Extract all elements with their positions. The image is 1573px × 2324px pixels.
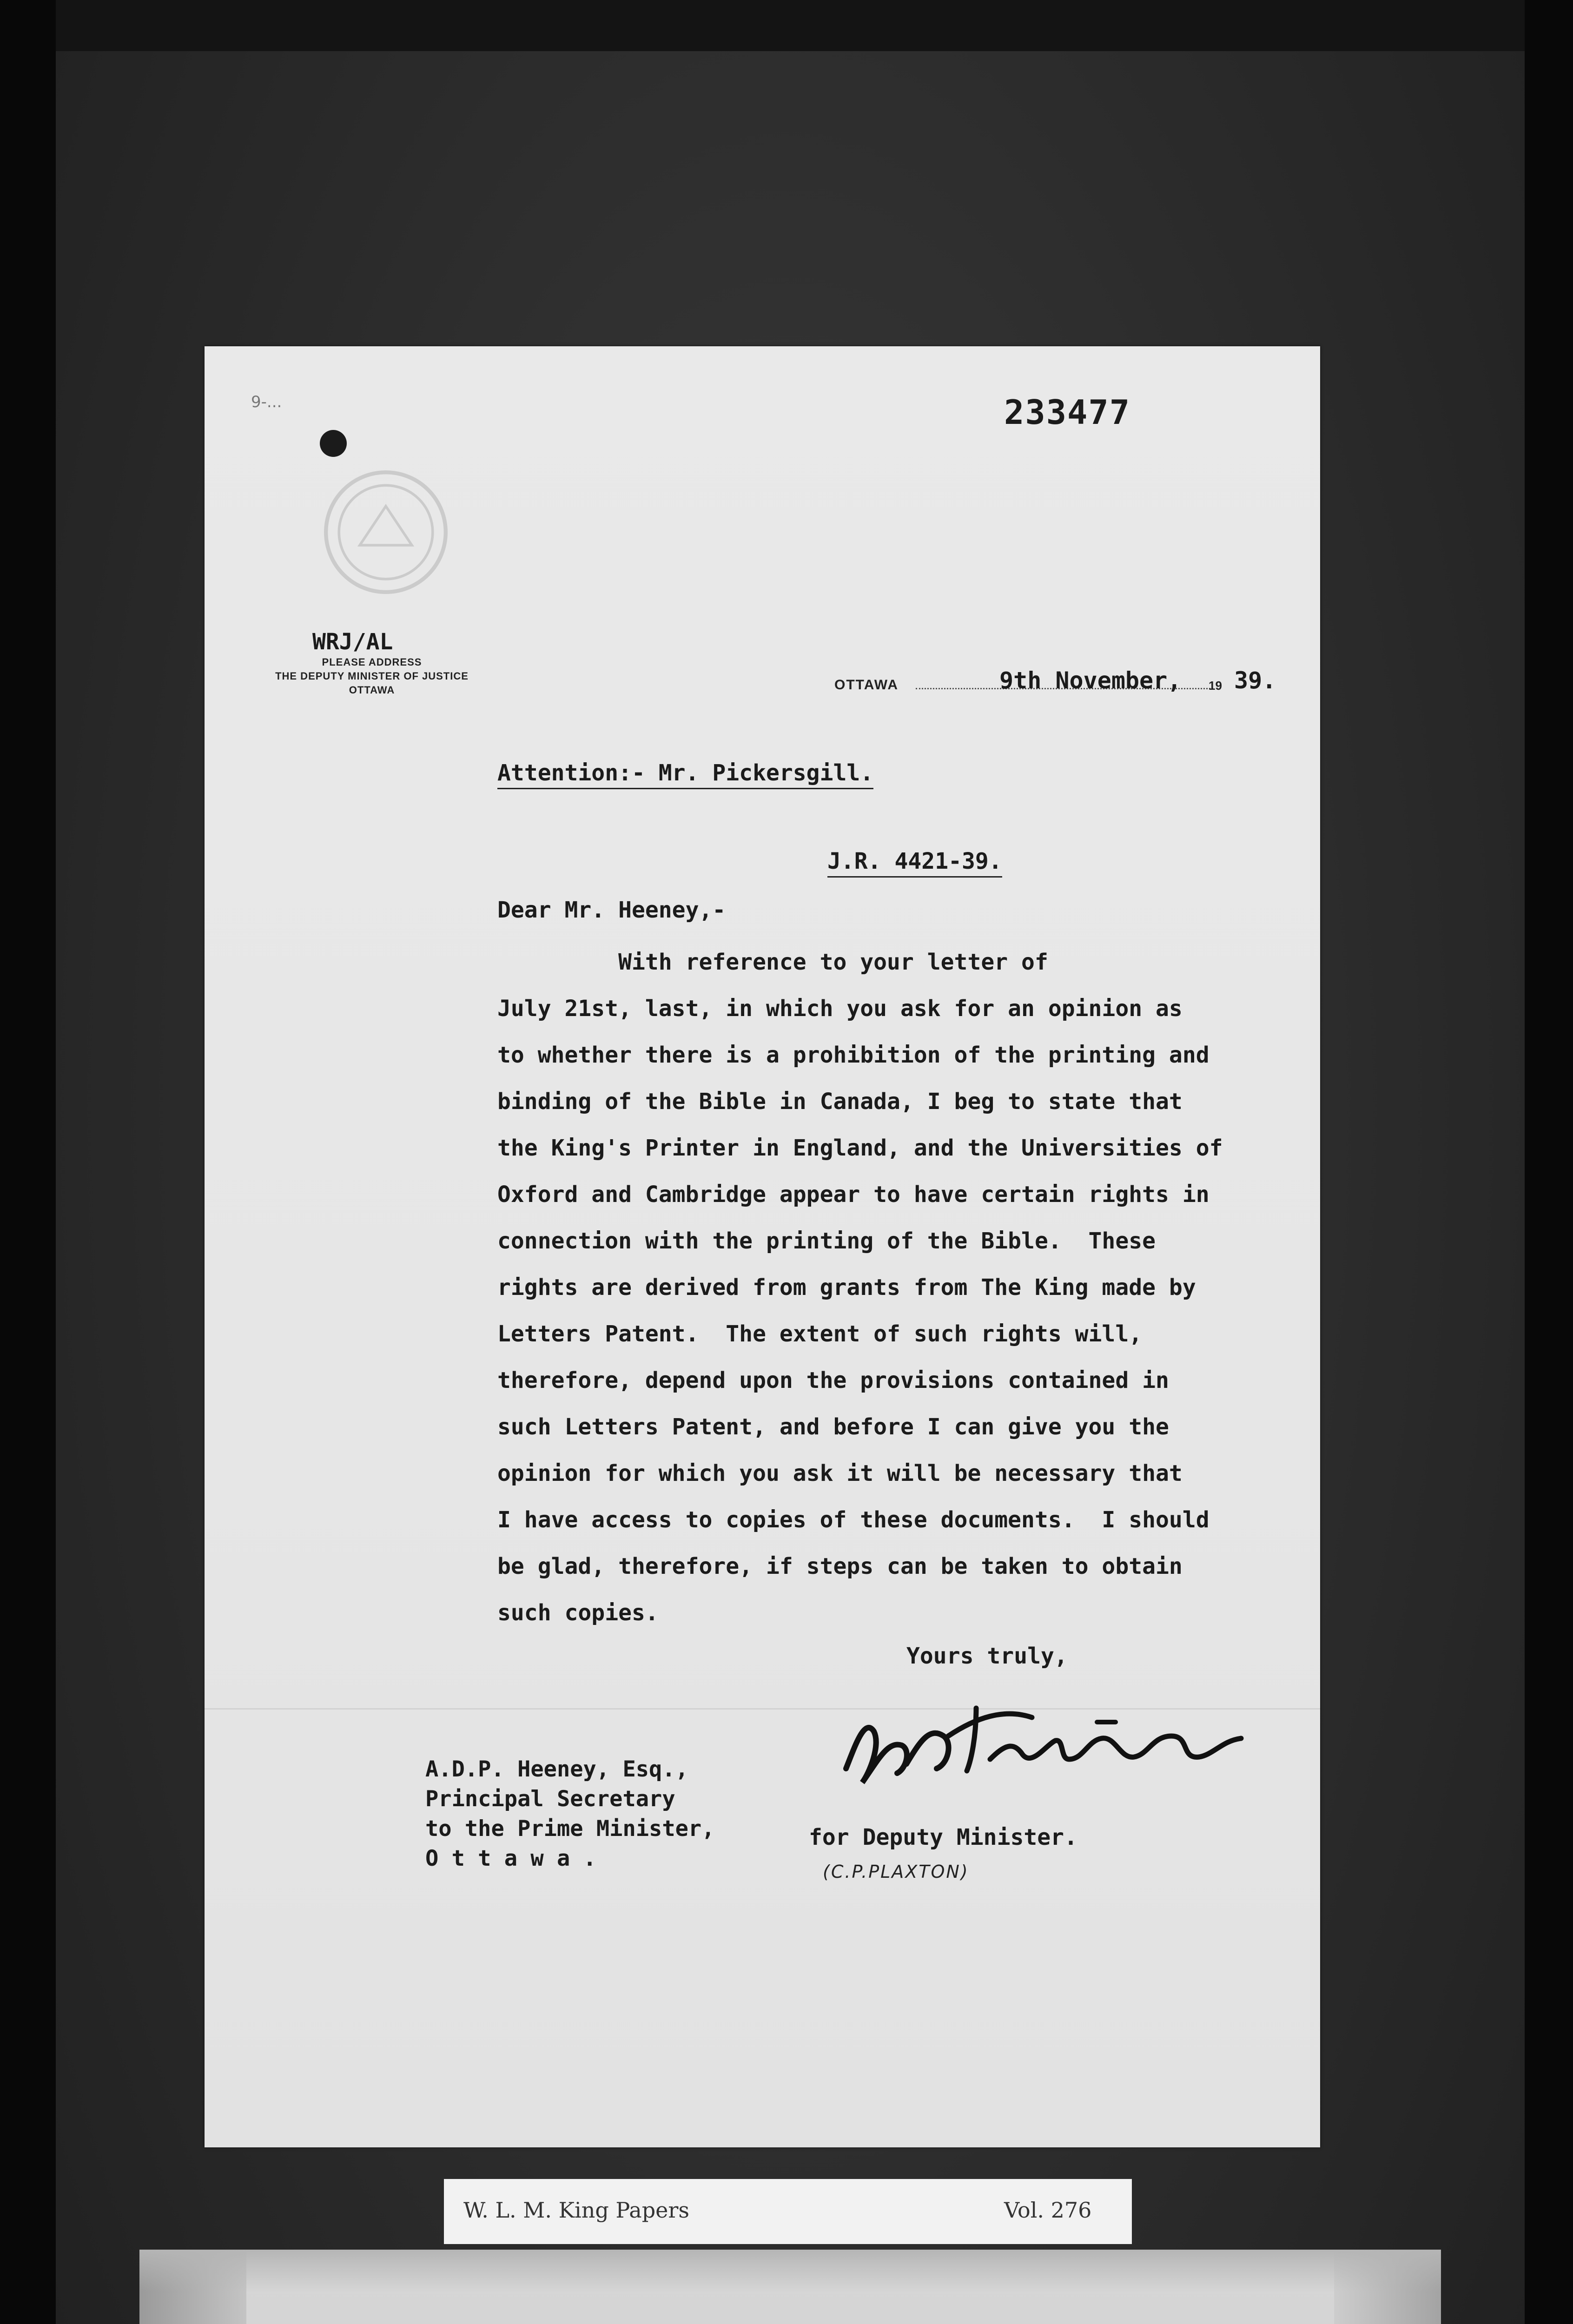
recipient-line: A.D.P. Heeney, Esq., [425, 1756, 688, 1782]
letterhead-line: OTTAWA [349, 684, 395, 696]
recipient-line: to the Prime Minister, [425, 1816, 715, 1842]
closing: Yours truly, [906, 1643, 1068, 1669]
year-prefix: 19 [1209, 679, 1222, 693]
letter-sheet [205, 346, 1320, 2147]
body-line: I have access to copies of these documents. I should [497, 1507, 1209, 1533]
letter-year: 39. [1234, 667, 1276, 694]
handwritten-signature-icon [837, 1690, 1255, 1801]
corner-mark: 9-... [251, 393, 282, 411]
body-line: July 21st, last, in which you ask for an opinion as [497, 996, 1183, 1022]
body-line: Oxford and Cambridge appear to have certain rights in [497, 1182, 1209, 1208]
archives-card [139, 2250, 1441, 2324]
volume-label: Vol. 276 [1004, 2198, 1092, 2223]
body-line: Letters Patent. The extent of such rights will, [497, 1321, 1143, 1347]
signer-title: for Deputy Minister. [809, 1824, 1077, 1850]
body-line: the King's Printer in England, and the Universities of [497, 1135, 1223, 1161]
letter-body [497, 939, 1288, 1636]
reference-initials: WRJ/AL [312, 629, 393, 655]
body-line: binding of the Bible in Canada, I beg to state that [497, 1089, 1183, 1115]
body-line: With reference to your letter of [497, 949, 1048, 975]
recipient-block [425, 1755, 715, 1874]
body-line: to whether there is a prohibition of the printing and [497, 1042, 1209, 1068]
body-line: opinion for which you ask it will be necessary that [497, 1460, 1183, 1486]
letterhead-line: THE DEPUTY MINISTER OF JUSTICE [275, 670, 469, 682]
body-line: be glad, therefore, if steps can be taken to obtain [497, 1553, 1183, 1579]
body-line: rights are derived from grants from The King made by [497, 1274, 1196, 1301]
city-label: OTTAWA [834, 677, 899, 693]
card-shade-top [139, 2250, 1441, 2291]
punch-hole [320, 430, 347, 457]
body-line: therefore, depend upon the provisions contained in [497, 1367, 1169, 1393]
salutation: Dear Mr. Heeney,- [497, 897, 726, 923]
embossed-seal-icon [321, 467, 451, 597]
file-reference: J.R. 4421-39. [827, 848, 1002, 878]
attention-line: Attention:- Mr. Pickersgill. [497, 760, 873, 789]
film-edge-right [1525, 0, 1573, 2324]
recipient-line: O t t a w a . [425, 1846, 596, 1871]
film-edge-left [0, 0, 56, 2324]
body-line: connection with the printing of the Bible. These [497, 1228, 1156, 1254]
signer-name: (C.P.PLAXTON) [823, 1862, 969, 1882]
letterhead-line: PLEASE ADDRESS [322, 656, 422, 668]
collection-name: W. L. M. King Papers [463, 2198, 689, 2223]
letterhead-address [256, 655, 488, 697]
document-number: 233477 [1004, 393, 1131, 432]
letter-date: 9th November, [999, 667, 1182, 694]
body-line: such Letters Patent, and before I can give you the [497, 1414, 1169, 1440]
body-line: such copies. [497, 1600, 659, 1626]
recipient-line: Principal Secretary [425, 1786, 675, 1812]
archive-label [444, 2179, 1132, 2244]
